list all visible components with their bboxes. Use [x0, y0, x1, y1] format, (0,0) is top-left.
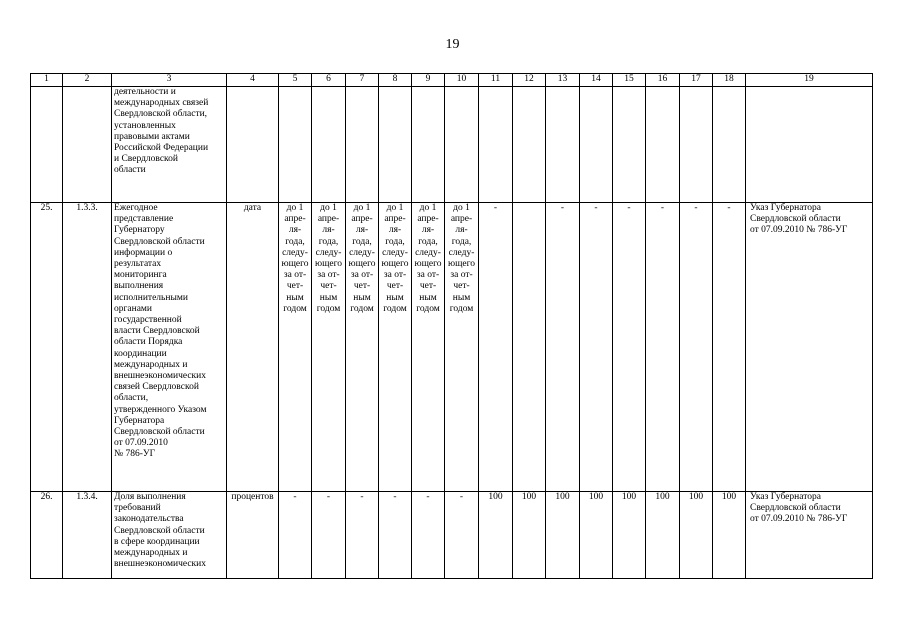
row-description: деятельности и международных связей Свердловской области, установленных правовыми актами Российской Федерации и Свердловской области: [112, 87, 227, 203]
row-basis: Указ Губернатора Свердловской области от 07.09.2010 № 786-УГ: [746, 203, 873, 492]
header-cell: 17: [680, 74, 713, 87]
value-cell: [613, 87, 646, 203]
row-description: Ежегодное представление Губернатору Свердловской области информации о результатах мониторинга выполнения исполнительными органами государственной власти Свердловской области Порядка координации международных и внешнеэкономических связей Свердловской области, утвержденного Указом Губернатора Свердловской области от 07.09.2010 № 786-УГ: [112, 203, 227, 492]
header-cell: 11: [479, 74, 513, 87]
header-cell: 18: [713, 74, 746, 87]
row-basis: [746, 87, 873, 203]
value-cell: 100: [680, 492, 713, 579]
value-cell: -: [546, 203, 580, 492]
value-cell: до 1 апре- ля- года, следу- ющего за от- чет- ным годом: [279, 203, 312, 492]
value-cell: [346, 87, 379, 203]
value-cell: 100: [580, 492, 613, 579]
value-cell: до 1 апре- ля- года, следу- ющего за от- чет- ным годом: [445, 203, 479, 492]
value-cell: -: [445, 492, 479, 579]
value-cell: 100: [613, 492, 646, 579]
value-cell: -: [412, 492, 445, 579]
value-cell: 100: [513, 492, 546, 579]
row-unit: [227, 87, 279, 203]
document-table: [30, 73, 873, 579]
header-cell: 13: [546, 74, 580, 87]
header-cell: 1: [31, 74, 63, 87]
header-cell: 15: [613, 74, 646, 87]
row-number: 26.: [31, 492, 63, 579]
table-row: [31, 203, 873, 492]
value-cell: до 1 апре- ля- года, следу- ющего за от- чет- ным годом: [346, 203, 379, 492]
value-cell: 100: [713, 492, 746, 579]
value-cell: [546, 87, 580, 203]
row-number: [31, 87, 63, 203]
value-cell: [479, 87, 513, 203]
header-cell: 2: [63, 74, 112, 87]
header-cell: 4: [227, 74, 279, 87]
header-cell: 7: [346, 74, 379, 87]
row-code: 1.3.3.: [63, 203, 112, 492]
header-cell: 12: [513, 74, 546, 87]
value-cell: [513, 203, 546, 492]
value-cell: [580, 87, 613, 203]
table-row: [31, 87, 873, 203]
value-cell: 100: [479, 492, 513, 579]
value-cell: [513, 87, 546, 203]
row-unit: дата: [227, 203, 279, 492]
row-number: 25.: [31, 203, 63, 492]
header-cell: 3: [112, 74, 227, 87]
row-code: 1.3.4.: [63, 492, 112, 579]
header-cell: 6: [312, 74, 346, 87]
row-unit: процентов: [227, 492, 279, 579]
page-number: 19: [445, 37, 460, 52]
header-cell: 14: [580, 74, 613, 87]
value-cell: [412, 87, 445, 203]
value-cell: -: [479, 203, 513, 492]
header-cell: 5: [279, 74, 312, 87]
value-cell: [713, 87, 746, 203]
header-cell: 19: [746, 74, 873, 87]
value-cell: -: [379, 492, 412, 579]
value-cell: -: [580, 203, 613, 492]
table-row: [31, 492, 873, 579]
header-cell: 8: [379, 74, 412, 87]
value-cell: [379, 87, 412, 203]
value-cell: -: [279, 492, 312, 579]
value-cell: [646, 87, 680, 203]
table-header-row: [31, 74, 873, 87]
value-cell: [445, 87, 479, 203]
value-cell: -: [713, 203, 746, 492]
row-description: Доля выполнения требований законодательства Свердловской области в сфере координации международных и внешнеэкономических: [112, 492, 227, 579]
value-cell: -: [646, 203, 680, 492]
value-cell: -: [312, 492, 346, 579]
value-cell: до 1 апре- ля- года, следу- ющего за от- чет- ным годом: [412, 203, 445, 492]
value-cell: до 1 апре- ля- года, следу- ющего за от- чет- ным годом: [379, 203, 412, 492]
value-cell: [680, 87, 713, 203]
value-cell: -: [613, 203, 646, 492]
header-cell: 9: [412, 74, 445, 87]
value-cell: [312, 87, 346, 203]
header-cell: 10: [445, 74, 479, 87]
row-code: [63, 87, 112, 203]
header-cell: 16: [646, 74, 680, 87]
value-cell: до 1 апре- ля- года, следу- ющего за от- чет- ным годом: [312, 203, 346, 492]
value-cell: 100: [546, 492, 580, 579]
value-cell: [279, 87, 312, 203]
row-basis: Указ Губернатора Свердловской области от 07.09.2010 № 786-УГ: [746, 492, 873, 579]
value-cell: -: [346, 492, 379, 579]
value-cell: -: [680, 203, 713, 492]
value-cell: 100: [646, 492, 680, 579]
